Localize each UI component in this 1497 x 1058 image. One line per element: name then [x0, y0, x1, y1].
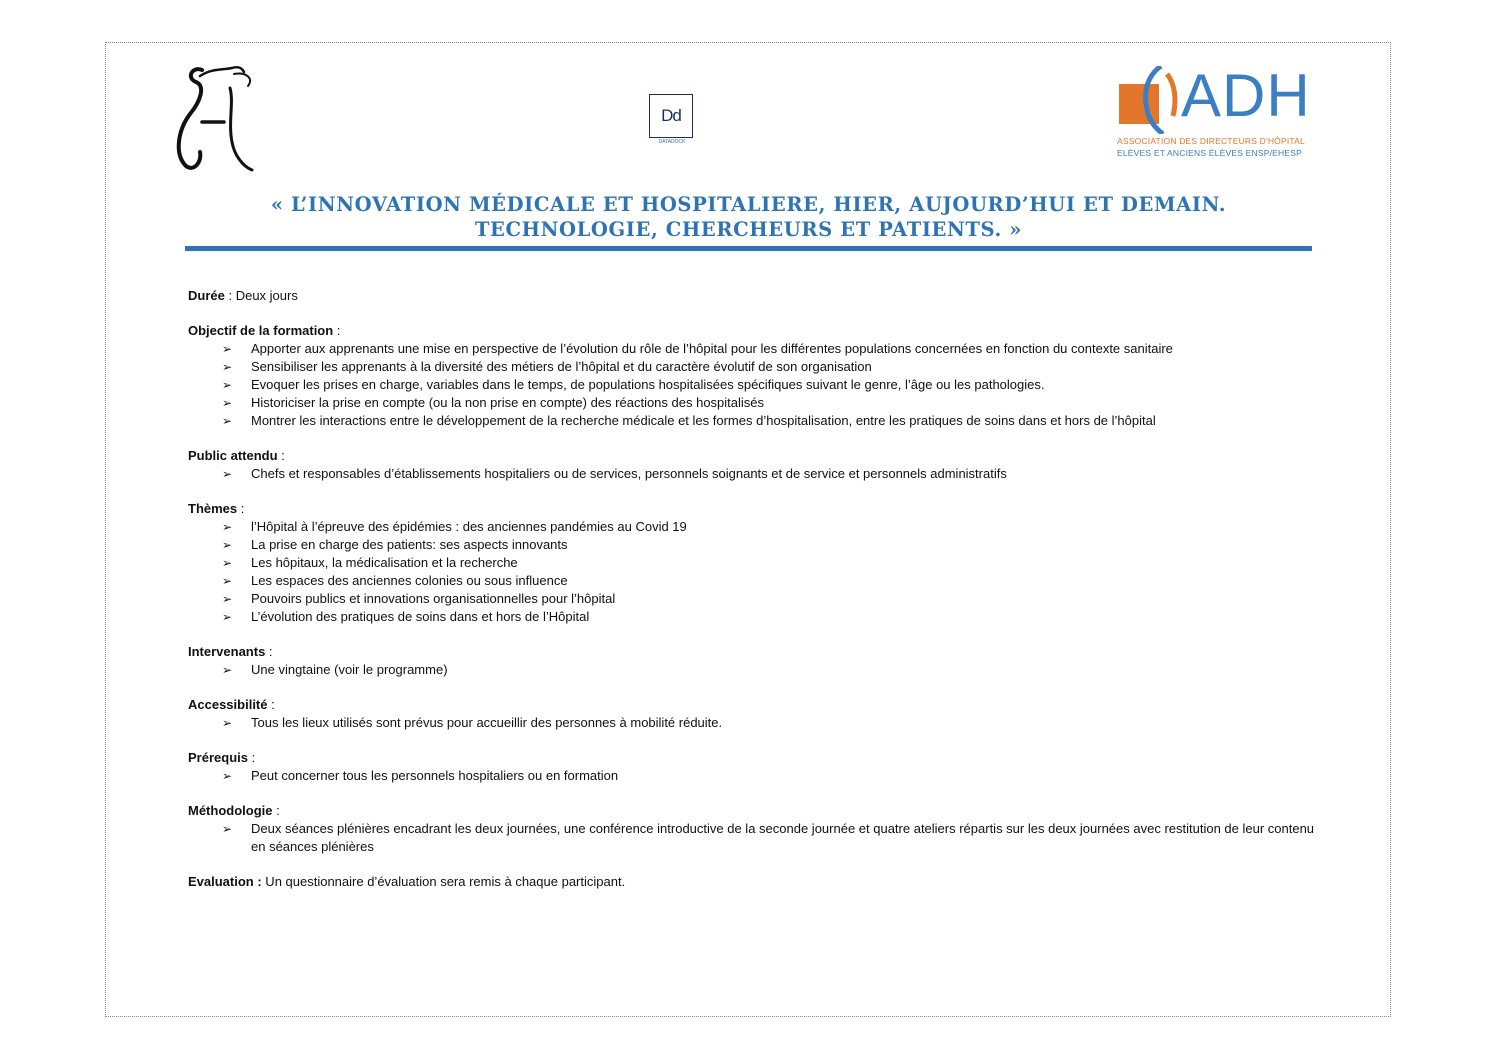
list-item [188, 340, 1318, 358]
section-intervenants [188, 643, 1318, 679]
section-themes [188, 500, 1318, 626]
adh-mark-icon [1117, 66, 1179, 134]
arrow-bullet-icon: ➢ [222, 538, 233, 552]
bullet-list [188, 465, 1318, 483]
datadock-letters: Dd [649, 94, 693, 138]
document-title [185, 192, 1312, 242]
serpent-signature-logo [172, 62, 262, 174]
section-label: Durée [188, 288, 225, 303]
list-item [188, 661, 1318, 679]
list-item-text: La prise en charge des patients: ses aspects innovants [251, 537, 568, 552]
list-item-text: Sensibiliser les apprenants à la diversité des métiers de l’hôpital et du caractère évolutif de son organisation [251, 359, 872, 374]
section-objectif [188, 322, 1318, 430]
arrow-bullet-icon: ➢ [222, 663, 233, 677]
arrow-bullet-icon: ➢ [222, 360, 233, 374]
arrow-bullet-icon: ➢ [222, 610, 233, 624]
list-item [188, 394, 1318, 412]
adh-logo [1117, 64, 1337, 160]
section-methodologie [188, 802, 1318, 856]
list-item [188, 358, 1318, 376]
section-label: Accessibilité [188, 697, 268, 712]
section-label: Evaluation : [188, 874, 262, 889]
list-item-text: Les espaces des anciennes colonies ou sous influence [251, 573, 568, 588]
arrow-bullet-icon: ➢ [222, 414, 233, 428]
arrow-bullet-icon: ➢ [222, 396, 233, 410]
arrow-bullet-icon: ➢ [222, 378, 233, 392]
list-item-text: l’Hôpital à l’épreuve des épidémies : des anciennes pandémies au Covid 19 [251, 519, 687, 534]
list-item [188, 412, 1318, 430]
list-item-text: Tous les lieux utilisés sont prévus pour accueillir des personnes à mobilité réduite. [251, 715, 723, 730]
adh-wordmark: ADH [1181, 62, 1311, 129]
adh-subtitle-1: ASSOCIATION DES DIRECTEURS D'HÔPITAL [1117, 136, 1305, 146]
list-item [188, 572, 1318, 590]
datadock-logo [649, 94, 695, 144]
section-duree [188, 287, 1318, 305]
section-sep: : [247, 750, 256, 765]
bullet-list [188, 767, 1318, 785]
title-underline [185, 246, 1312, 251]
document-body [188, 287, 1318, 891]
section-label: Public attendu [188, 448, 278, 463]
section-sep: : [272, 803, 280, 818]
section-sep: : [237, 501, 245, 516]
section-sep: : [265, 644, 273, 659]
list-item [188, 608, 1318, 626]
section-value: Un questionnaire d’évaluation sera remis à chaque participant. [261, 874, 626, 889]
arrow-bullet-icon: ➢ [222, 592, 233, 606]
list-item-text: Historiciser la prise en compte (ou la non prise en compte) des réactions des hospitalisés [251, 395, 765, 410]
list-item-text: L’évolution des pratiques de soins dans et hors de l’Hôpital [251, 609, 590, 624]
arrow-bullet-icon: ➢ [222, 342, 233, 356]
list-item-text: Pouvoirs publics et innovations organisationnelles pour l’hôpital [251, 591, 616, 606]
bullet-list [188, 340, 1318, 430]
section-label: Prérequis [188, 750, 248, 765]
bullet-list [188, 714, 1318, 732]
arrow-bullet-icon: ➢ [222, 467, 233, 481]
list-item [188, 536, 1318, 554]
list-item-text: Deux séances plénières encadrant les deux journées, une conférence introductive de la seconde journée et quatre ateliers répartis sur les deux journées avec restitution de leur contenu en séances plénières [251, 821, 1315, 854]
arrow-bullet-icon: ➢ [222, 556, 233, 570]
arrow-bullet-icon: ➢ [222, 574, 233, 588]
list-item-text: Apporter aux apprenants une mise en perspective de l’évolution du rôle de l’hôpital pour les différentes populations concernées en fonction du contexte sanitaire [251, 341, 1173, 356]
list-item [188, 376, 1318, 394]
section-sep: : [267, 697, 275, 712]
section-sep: : [333, 323, 341, 338]
list-item-text: Les hôpitaux, la médicalisation et la recherche [251, 555, 518, 570]
list-item [188, 554, 1318, 572]
datadock-caption: DATADOCK [658, 139, 686, 145]
list-item-text: Chefs et responsables d’établissements hospitaliers ou de services, personnels soignants et de service et personnels administratifs [251, 466, 1007, 481]
section-public [188, 447, 1318, 483]
list-item-text: Peut concerner tous les personnels hospitaliers ou en formation [251, 768, 619, 783]
list-item-text: Evoquer les prises en charge, variables dans le temps, de populations hospitalisées spécifiques suivant le genre, l’âge ou les pathologies. [251, 377, 1045, 392]
list-item-text: Montrer les interactions entre le développement de la recherche médicale et les formes d’hospitalisation, entre les pratiques de soins dans et hors de l’hôpital [251, 413, 1156, 428]
adh-subtitle-2: ELÈVES ET ANCIENS ÉLÈVES ENSP/EHESP [1117, 148, 1302, 158]
bullet-list [188, 518, 1318, 626]
list-item [188, 590, 1318, 608]
list-item-text: Une vingtaine (voir le programme) [251, 662, 448, 677]
bullet-list [188, 820, 1318, 856]
section-label: Méthodologie [188, 803, 273, 818]
arrow-bullet-icon: ➢ [222, 769, 233, 783]
title-line-2: TECHNOLOGIE, CHERCHEURS ET PATIENTS. » [474, 218, 1023, 241]
list-item [188, 518, 1318, 536]
list-item [188, 465, 1318, 483]
bullet-list [188, 661, 1318, 679]
section-value: Deux jours [235, 288, 298, 303]
section-prerequis [188, 749, 1318, 785]
arrow-bullet-icon: ➢ [222, 520, 233, 534]
list-item [188, 820, 1318, 856]
section-sep: : [277, 448, 285, 463]
section-label: Objectif de la formation [188, 323, 334, 338]
arrow-bullet-icon: ➢ [222, 822, 233, 836]
list-item [188, 714, 1318, 732]
arrow-bullet-icon: ➢ [222, 716, 233, 730]
title-line-1: « L’INNOVATION MÉDICALE ET HOSPITALIERE, HIER, AUJOURD’HUI ET DEMAIN. [270, 193, 1227, 216]
section-accessibilite [188, 696, 1318, 732]
section-label: Intervenants [188, 644, 266, 659]
section-evaluation [188, 873, 1318, 891]
section-label: Thèmes [188, 501, 238, 516]
list-item [188, 767, 1318, 785]
section-sep: : [224, 288, 236, 303]
